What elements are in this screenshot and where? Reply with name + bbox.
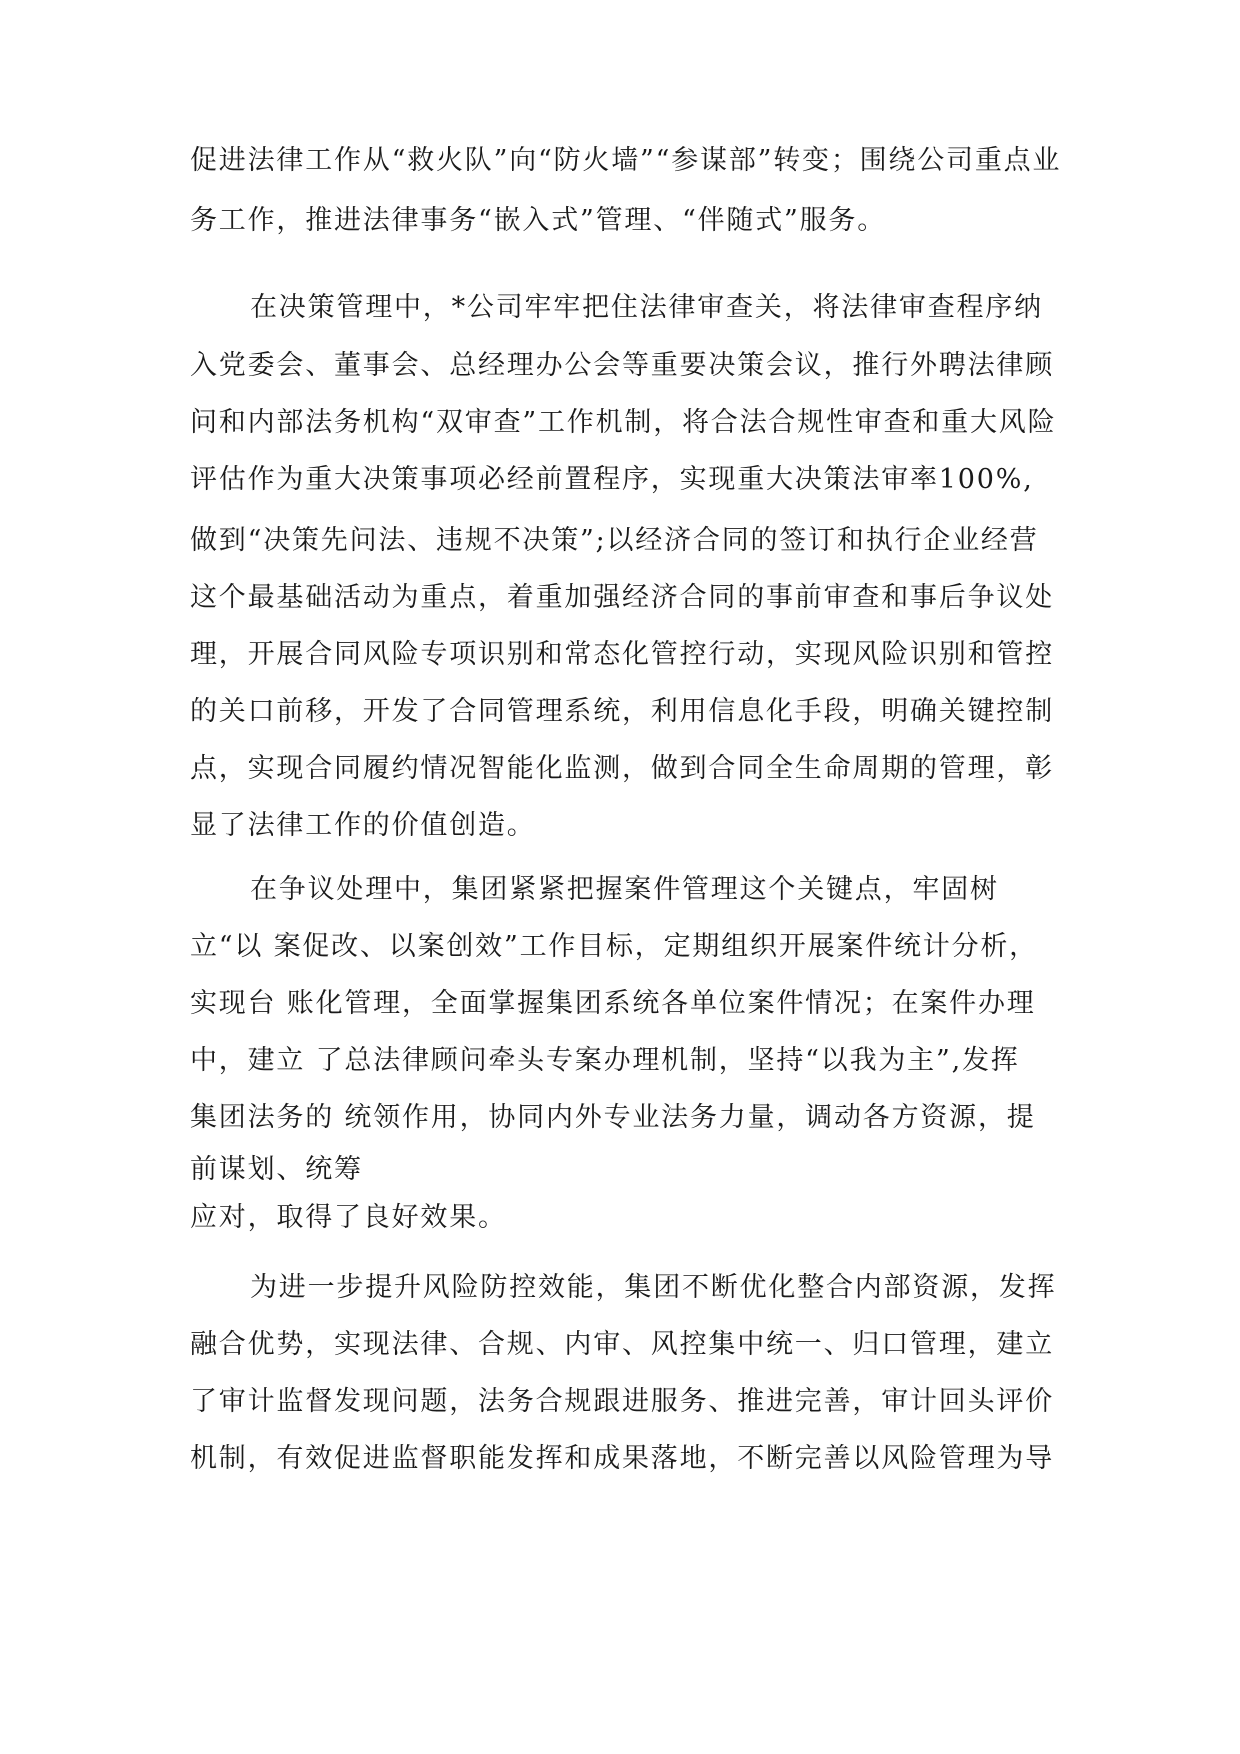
text-line: 为进一步提升风险防控效能，集团不断优化整合内部资源，发挥 [250,1272,1057,1303]
text-line: 融合优势，实现法律、合规、内审、风控集中统一、归口管理，建立 [190,1329,1054,1360]
text-line: 应对，取得了良好效果。 [190,1202,507,1233]
text-line: 中，建立 了总法律顾问牵头专案办理机制，坚持“以我为主”,发挥 [190,1045,1020,1076]
text-line: 集团法务的 统领作用，协同内外专业法务力量，调动各方资源，提 [190,1102,1036,1133]
text-line: 入党委会、董事会、总经理办公会等重要决策会议，推行外聘法律顾 [190,350,1054,381]
text-line: 在决策管理中，*公司牢牢把住法律审查关，将法律审查程序纳 [250,292,1043,323]
text-line: 务工作，推进法律事务“嵌入式”管理、“伴随式”服务。 [190,205,887,236]
text-line: 显了法律工作的价值创造。 [190,810,536,841]
text-line: 机制，有效促进监督职能发挥和成果落地，不断完善以风险管理为导 [190,1443,1054,1474]
text-line: 理，开展合同风险专项识别和常态化管控行动，实现风险识别和管控 [190,639,1054,670]
text-line: 点，实现合同履约情况智能化监测，做到合同全生命周期的管理，彰 [190,753,1054,784]
text-line: 前谋划、统筹 [190,1154,363,1185]
text-line: 问和内部法务机构“双审查”工作机制，将合法合规性审查和重大风险 [190,407,1057,438]
text-line: 这个最基础活动为重点，着重加强经济合同的事前审查和事后争议处 [190,582,1054,613]
text-line: 评估作为重大决策事项必经前置程序，实现重大决策法审率100%, [190,464,1034,495]
text-line: 的关口前移，开发了合同管理系统，利用信息化手段，明确关键控制 [190,696,1054,727]
text-line: 促进法律工作从“救火队”向“防火墙”“参谋部”转变；围绕公司重点业 [190,145,1062,176]
text-line: 了审计监督发现问题，法务合规跟进服务、推进完善，审计回头评价 [190,1386,1054,1417]
text-line: 实现台 账化管理，全面掌握集团系统各单位案件情况；在案件办理 [190,988,1036,1019]
text-line: 立“以 案促改、以案创效”工作目标，定期组织开展案件统计分析， [190,931,1038,962]
text-line: 在争议处理中，集团紧紧把握案件管理这个关键点，牢固树 [250,874,999,905]
text-line: 做到“决策先问法、违规不决策”;以经济合同的签订和执行企业经营 [190,525,1039,556]
